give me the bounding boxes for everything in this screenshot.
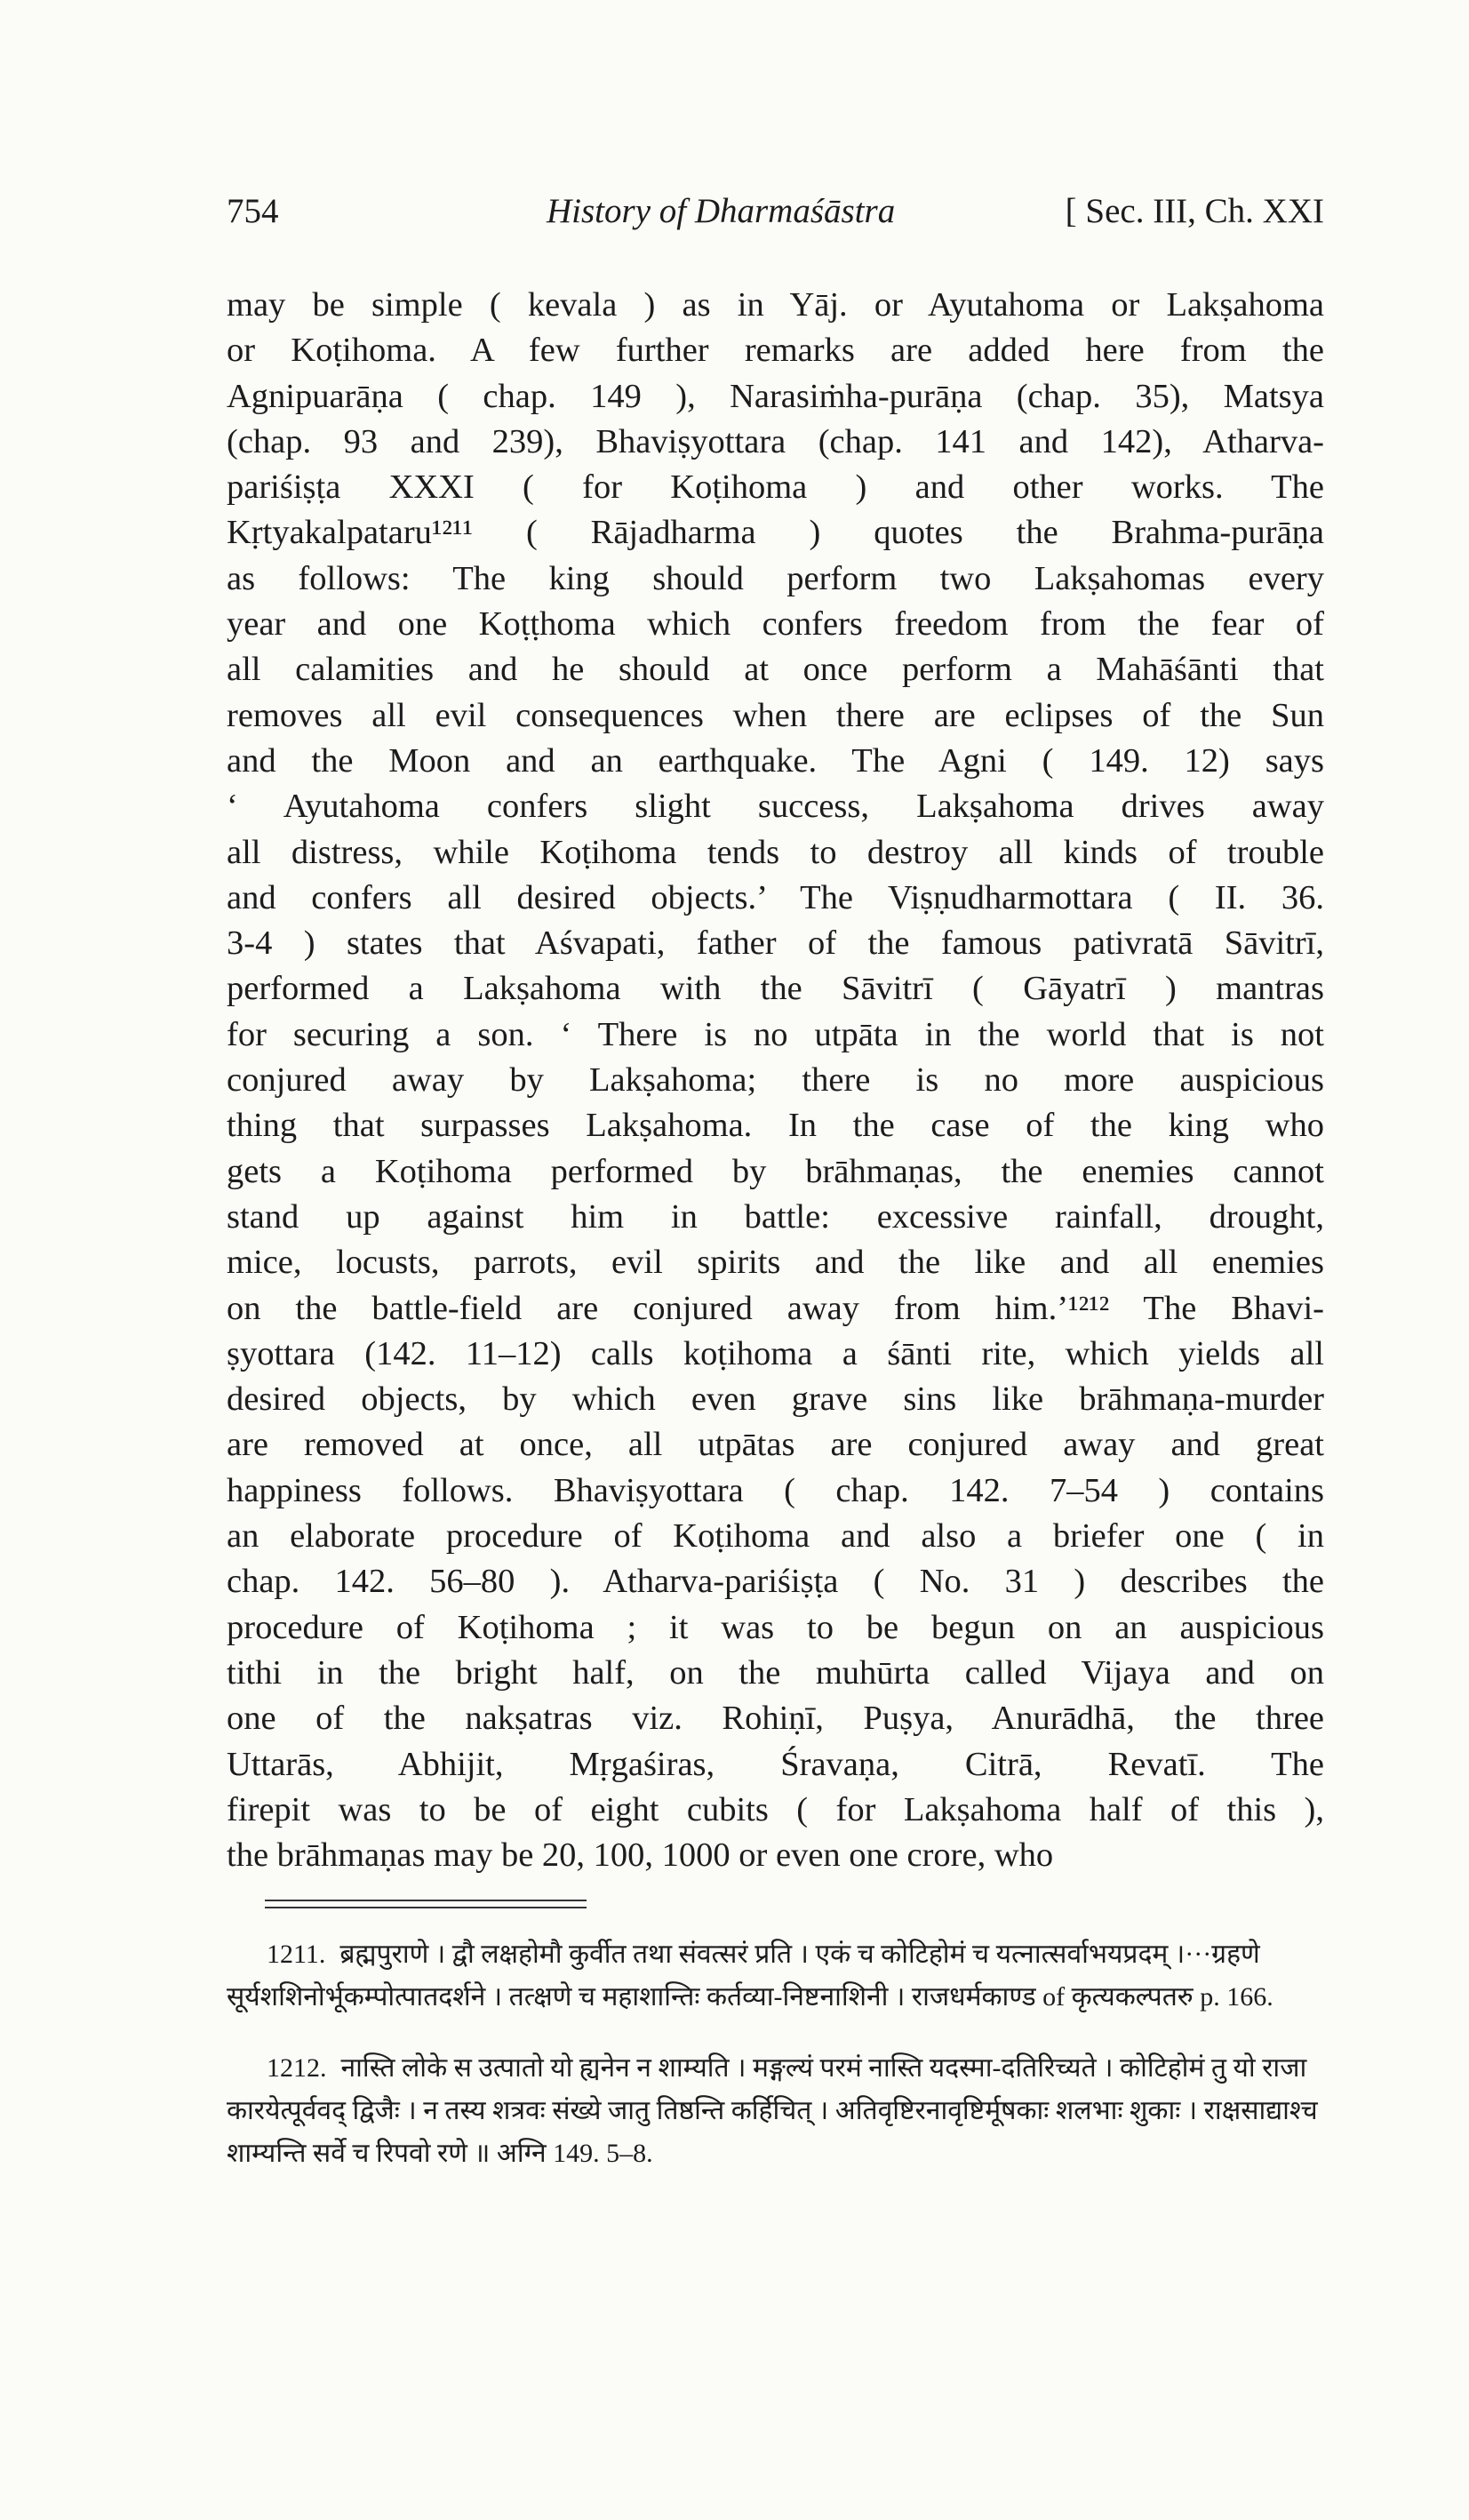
page-header: [227, 191, 1324, 244]
text-line: or Koṭihoma. A few further remarks are added here from the: [227, 332, 1324, 370]
footnote: [227, 1933, 1324, 2019]
text-line: (chap. 93 and 239), Bhaviṣyottara (chap. 141 and 142), Atharva-: [227, 422, 1324, 460]
text-line: firepit was to be of eight cubits ( for Lakṣahoma half of this ),: [227, 1790, 1324, 1828]
footnotes: [227, 1933, 1324, 2204]
text-line: gets a Koṭihoma performed by brāhmaṇas, the enemies cannot: [227, 1152, 1324, 1190]
text-line: stand up against him in battle: excessive rainfall, drought,: [227, 1197, 1324, 1236]
text-line: ṣyottara (142. 11–12) calls koṭihoma a śānti rite, which yields all: [227, 1334, 1324, 1372]
text-line: Uttarās, Abhijit, Mṛgaśiras, Śravaṇa, Citrā, Revatī. The: [227, 1745, 1324, 1783]
text-line: procedure of Koṭihoma ; it was to be begun on an auspicious: [227, 1608, 1324, 1646]
text-line: Kṛtyakalpataru¹²¹¹ ( Rājadharma ) quotes the Brahma-purāṇa: [227, 514, 1324, 552]
footnote-number: 1211.: [267, 1940, 326, 1969]
footnote-text: नास्ति लोके स उत्पातो यो ह्यनेन न शाम्यति । मङ्गल्यं परमं नास्ति यदस्मा-दतिरिच्यते । कोटिहोमं तु यो राजा कारयेत्पूर्ववद् द्विजैः । न तस्य शत्रवः संख्ये जातु तिष्ठन्ति कर्हिचित् । अतिवृष्टिरनावृष्टिर्मूषकाः शलभाः शुकाः । राक्षसाद्याश्च शाम्यन्ति सर्वे च रिपवो रणे ॥ अग्नि 149. 5–8.: [227, 2053, 1318, 2168]
text-line: one of the nakṣatras viz. Rohiṇī, Puṣya, Anurādhā, the three: [227, 1700, 1324, 1738]
text-line: happiness follows. Bhaviṣyottara ( chap. 142. 7–54 ) contains: [227, 1471, 1324, 1509]
text-line: all calamities and he should at once perform a Mahāśānti that: [227, 651, 1324, 689]
text-line: all distress, while Koṭihoma tends to destroy all kinds of trouble: [227, 833, 1324, 871]
text-line: Agnipuarāṇa ( chap. 149 ), Narasiṁha-purāṇa (chap. 35), Matsya: [227, 377, 1324, 415]
text-line: on the battle-field are conjured away from him.’¹²¹² The Bhavi-: [227, 1289, 1324, 1327]
text-line: chap. 142. 56–80 ). Atharva-pariśiṣṭa ( No. 31 ) describes the: [227, 1563, 1324, 1601]
footnote-separator: [265, 1900, 587, 1908]
text-line: mice, locusts, parrots, evil spirits and the like and all enemies: [227, 1244, 1324, 1282]
text-line: thing that surpasses Lakṣahoma. In the case of the king who: [227, 1107, 1324, 1145]
text-line: the brāhmaṇas may be 20, 100, 1000 or even one crore, who: [227, 1836, 1054, 1875]
body-text: [227, 283, 1324, 1878]
footnote-number: 1212.: [267, 2053, 327, 2083]
text-line: and the Moon and an earthquake. The Agni ( 149. 12) says: [227, 741, 1324, 780]
running-title: History of Dharmaśāstra: [547, 192, 896, 230]
text-line: an elaborate procedure of Koṭihoma and also a briefer one ( in: [227, 1517, 1324, 1556]
text-line: desired objects, by which even grave sins like brāhmaṇa-murder: [227, 1380, 1324, 1419]
text-line: for securing a son. ‘ There is no utpāta in the world that is not: [227, 1015, 1324, 1053]
text-line: as follows: The king should perform two Lakṣahomas every: [227, 559, 1324, 597]
text-line: year and one Koṭṭhoma which confers freedom from the fear of: [227, 605, 1324, 644]
footnote: [227, 2047, 1324, 2175]
text-line: are removed at once, all utpātas are conjured away and great: [227, 1426, 1324, 1464]
section-reference: [ Sec. III, Ch. XXI: [1065, 192, 1324, 230]
page-number: 754: [227, 192, 279, 230]
text-line: ‘ Ayutahoma confers slight success, Lakṣahoma drives away: [227, 788, 1324, 826]
text-line: removes all evil consequences when there are eclipses of the Sun: [227, 696, 1324, 734]
text-line: 3-4 ) states that Aśvapati, father of the famous pativratā Sāvitrī,: [227, 924, 1324, 963]
text-line: may be simple ( kevala ) as in Yāj. or Ayutahoma or Lakṣahoma: [227, 286, 1324, 324]
text-line: conjured away by Lakṣahoma; there is no more auspicious: [227, 1061, 1324, 1100]
text-line: pariśiṣṭa XXXI ( for Koṭihoma ) and other works. The: [227, 468, 1324, 507]
text-line: performed a Lakṣahoma with the Sāvitrī ( Gāyatrī ) mantras: [227, 970, 1324, 1008]
text-line: and confers all desired objects.’ The Viṣṇudharmottara ( II. 36.: [227, 878, 1324, 916]
footnote-text: ब्रह्मपुराणे । द्वौ लक्षहोमौ कुर्वीत तथा संवत्सरं प्रति । एकं च कोटिहोमं च यत्नात्सर्वाभयप्रदम् ।···ग्रहणे सूर्यशशिनोर्भूकम्पोत्पातदर्शने । तत्क्षणे च महाशान्तिः कर्तव्या-निष्टनाशिनी । राजधर्मकाण्ड of कृत्यकल्पतरु p. 166.: [227, 1940, 1273, 2012]
text-line: tithi in the bright half, on the muhūrta called Vijaya and on: [227, 1653, 1324, 1692]
